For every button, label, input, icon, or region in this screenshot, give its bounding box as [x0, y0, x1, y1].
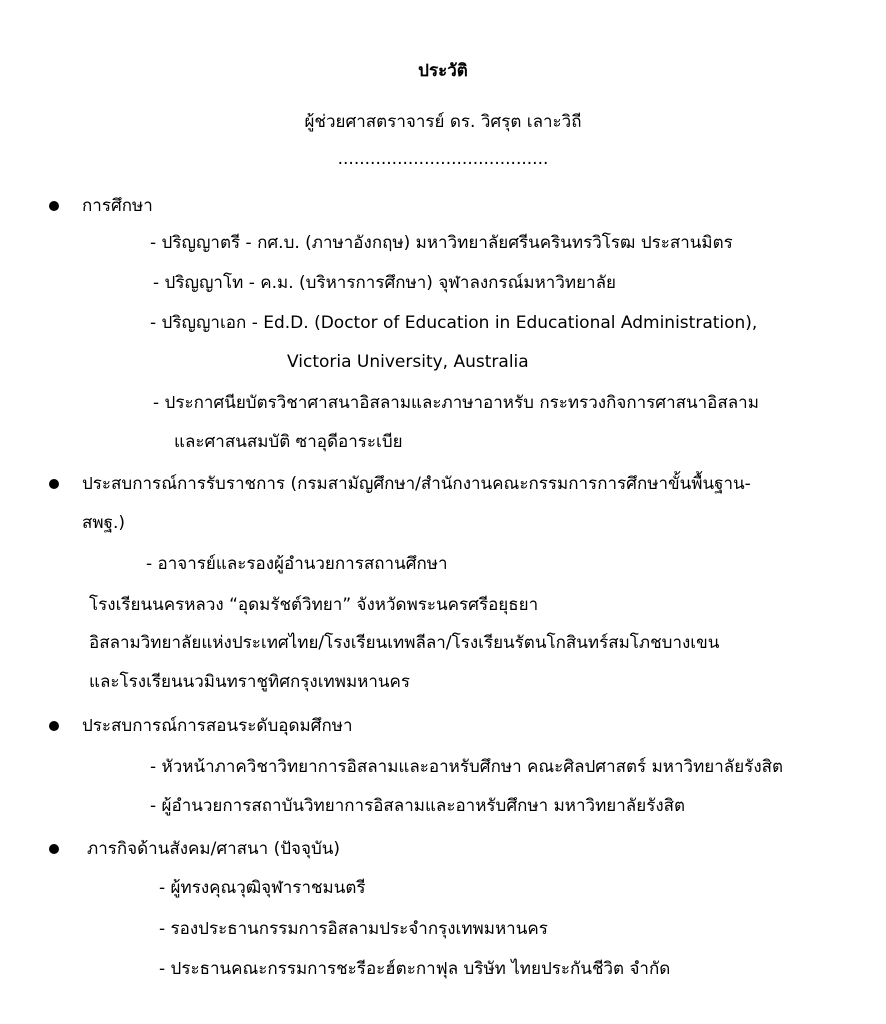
government-heading: ประสบการณ์การรับราชการ (กรมสามัญศึกษา/สำนักงานคณะกรรมการการศึกษาขั้นพื้นฐาน-: [82, 474, 751, 494]
social-item-advisor: - ผู้ทรงคุณวุฒิจุฬาราชมนตรี: [159, 878, 366, 898]
government-heading-cont: สพฐ.): [82, 513, 125, 533]
bullet-icon: [49, 201, 59, 211]
education-item-doctorate: - ปริญญาเอก - Ed.D. (Doctor of Education in Educational Administration),: [150, 313, 758, 333]
education-item-bachelor: - ปริญญาตรี - กศ.บ. (ภาษาอังกฤษ) มหาวิทยาลัยศรีนครินทรวิโรฒ ประสานมิตร: [150, 233, 733, 253]
education-item-master: - ปริญญาโท - ค.ม. (บริหารการศึกษา) จุฬาลงกรณ์มหาวิทยาลัย: [153, 273, 616, 293]
government-item-school-3: และโรงเรียนนวมินทราชูทิศกรุงเทพมหานคร: [89, 672, 411, 692]
education-heading: การศึกษา: [82, 196, 153, 216]
education-item-doctorate-university: Victoria University, Australia: [287, 352, 529, 372]
education-item-certificate-cont: และศาสนสมบัติ ซาอุดีอาระเบีย: [174, 432, 403, 452]
social-item-chair: - ประธานคณะกรรมการชะรีอะฮ์ตะกาฟุล บริษัท ไทยประกันชีวิต จำกัด: [159, 959, 671, 979]
page-title: ประวัติ: [418, 61, 468, 81]
bullet-icon: [49, 721, 59, 731]
education-item-certificate: - ประกาศนียบัตรวิชาศาสนาอิสลามและภาษาอาหรับ กระทรวงกิจการศาสนาอิสลาม: [153, 393, 759, 413]
government-item-role: - อาจารย์และรองผู้อำนวยการสถานศึกษา: [146, 554, 448, 574]
bullet-icon: [49, 844, 59, 854]
separator-dots: .......................................: [337, 149, 549, 169]
person-name: ผู้ช่วยศาสตราจารย์ ดร. วิศรุต เลาะวิถี: [304, 112, 582, 132]
government-item-school-1: โรงเรียนนครหลวง “อุดมรัชต์วิทยา” จังหวัดพระนครศรีอยุธยา: [89, 595, 539, 615]
government-item-school-2: อิสลามวิทยาลัยแห่งประเทศไทย/โรงเรียนเทพลีลา/โรงเรียนรัตนโกสินทร์สมโภชบางเขน: [89, 633, 720, 653]
teaching-item-director: - ผู้อำนวยการสถาบันวิทยาการอิสลามและอาหรับศึกษา มหาวิทยาลัยรังสิต: [150, 796, 686, 816]
bullet-icon: [49, 479, 59, 489]
teaching-item-head: - หัวหน้าภาควิชาวิทยาการอิสลามและอาหรับศึกษา คณะศิลปศาสตร์ มหาวิทยาลัยรังสิต: [150, 757, 784, 777]
social-item-vice-chair: - รองประธานกรรมการอิสลามประจำกรุงเทพมหานคร: [159, 919, 548, 939]
social-heading: ภารกิจด้านสังคม/ศาสนา (ปัจจุบัน): [87, 839, 340, 859]
teaching-heading: ประสบการณ์การสอนระดับอุดมศึกษา: [82, 716, 353, 736]
